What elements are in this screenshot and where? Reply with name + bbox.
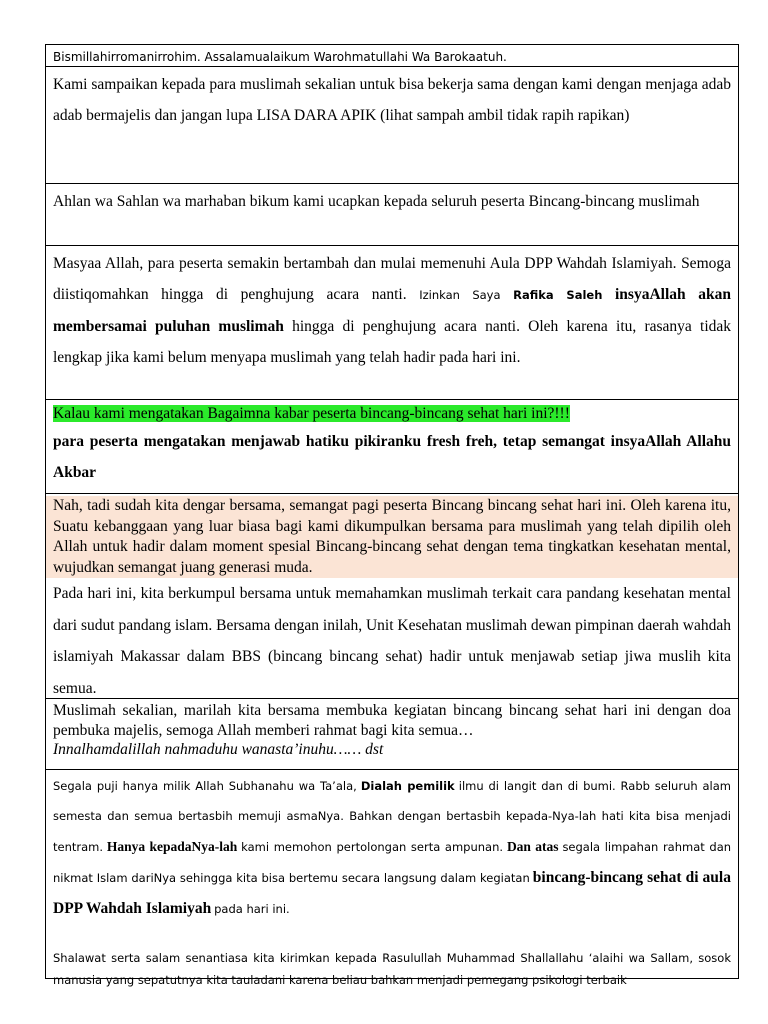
praise-bold-3: Dan atas bbox=[506, 839, 559, 854]
welcome-row bbox=[46, 184, 738, 246]
host-intro-bold: insyaAllah akan membersamai puluhan muslimah bbox=[53, 286, 731, 335]
greeting-question-highlight: Kalau kami mengatakan Bagaimna kabar peserta bincang-bincang sehat hari ini?!!! bbox=[53, 405, 570, 422]
opening-prayer-arabic: Innalhamdalillah nahmaduhu wanasta’inuhu…… bbox=[53, 741, 362, 758]
adab-reminder-row bbox=[46, 67, 738, 184]
opening-greeting: Bismillahirromanirrohim. Assalamualaikum Warohmatullahi Wa Barokaatuh. bbox=[53, 50, 507, 64]
praise-text-1: Segala puji hanya milik Allah Subhanahu wa Ta’ala, bbox=[53, 779, 357, 793]
praise-text-2: ilmu di langit dan di bumi. Rabb seluruh alam semesta dan semua bertasbih memuji asmaNya. Bahkan dengan bertasbih kepada-Nya-lah hati kita bisa menjadi tentram. bbox=[53, 779, 731, 854]
theme-intro-row bbox=[46, 494, 738, 699]
praise-bold-4: bincang-bincang sehat di aula DPP Wahdah Islamiyah bbox=[53, 869, 731, 917]
praise-bold-2: Hanya kepadaNya-lah bbox=[106, 839, 238, 854]
participant-answer: para peserta mengatakan menjawab hatiku pikiranku fresh freh, tetap semangat insyaAllah Allahu Akbar bbox=[53, 433, 731, 481]
adab-reminder-text: Kami sampaikan kepada para muslimah sekalian untuk bisa bekerja sama dengan kami dengan menjaga adab adab bermajelis dan jangan lupa LISA DARA APIK (lihat sampah ambil tidak rapih rapikan) bbox=[53, 76, 731, 124]
host-intro-row bbox=[46, 246, 738, 400]
praise-row bbox=[46, 770, 738, 990]
host-intro-text-1: Masyaa Allah, para peserta semakin bertambah dan mulai memenuhi Aula DPP Wahdah Islamiyah. Semoga diistiqomahkan hingga di penghujung acara nanti. bbox=[53, 255, 731, 303]
host-name: Rafika Saleh bbox=[513, 288, 603, 302]
host-intro-text-3: hingga di penghujung acara nanti. Oleh karena itu, rasanya tidak lengkap jika kami belum menyapa muslimah yang telah hadir pada hari ini. bbox=[53, 318, 732, 366]
host-intro-text-2: Izinkan Saya bbox=[419, 288, 501, 302]
praise-bold-1: Dialah pemilik bbox=[360, 779, 455, 793]
welcome-text: Ahlan wa Sahlan wa marhaban bikum kami ucapkan kepada seluruh peserta Bincang-bincang muslimah bbox=[53, 193, 700, 210]
shalawat-text: Shalawat serta salam senantiasa kita kirimkan kepada Rasulullah Muhammad Shallallahu ‘alaihi wa Sallam, sosok manusia yang sepatutnya kita tauladani karena beliau bahkan menjadi pemegang psikologi terbaik bbox=[53, 951, 731, 987]
opening-prayer-dst: dst bbox=[365, 741, 384, 758]
document-table bbox=[45, 44, 739, 987]
theme-intro-highlight: Nah, tadi sudah kita dengar bersama, semangat pagi peserta Bincang bincang sehat hari ini. Oleh karena itu, Suatu kebanggaan yang luar biasa bagi kami dikumpulkan bersama para muslimah yang telah dipilih oleh Allah untuk hadir dalam moment spesial Bincang-bincang sehat dengan tema tingkatkan kesehatan mental, wujudkan semangat juang generasi muda. bbox=[46, 496, 738, 578]
opening-prayer-text: Muslimah sekalian, marilah kita bersama membuka kegiatan bincang bincang sehat hari ini dengan doa pembuka majelis, semoga Allah memberi rahmat bagi kita semua… bbox=[53, 702, 731, 739]
theme-intro-text: Pada hari ini, kita berkumpul bersama untuk memahamkan muslimah terkait cara pandang kesehatan mental dari sudut pandang islam. Bersama dengan inilah, Unit Kesehatan muslimah dewan pimpinan daerah wahdah islamiyah Makassar dalam BBS (bincang bincang sehat) hadir untuk menjawab setiap jiwa muslih kita semua. bbox=[53, 585, 731, 697]
greeting-question-row bbox=[46, 400, 738, 494]
opening-greeting-row bbox=[46, 45, 738, 67]
opening-prayer-row bbox=[46, 699, 738, 770]
praise-text-4: segala limpahan rahmat dan nikmat Islam dariNya sehingga kita bisa bertemu secara langsung dalam kegiatan bbox=[53, 840, 732, 885]
praise-text-3: kami memohon pertolongan serta ampunan. bbox=[241, 840, 504, 854]
praise-text-5: pada hari ini. bbox=[214, 902, 290, 916]
